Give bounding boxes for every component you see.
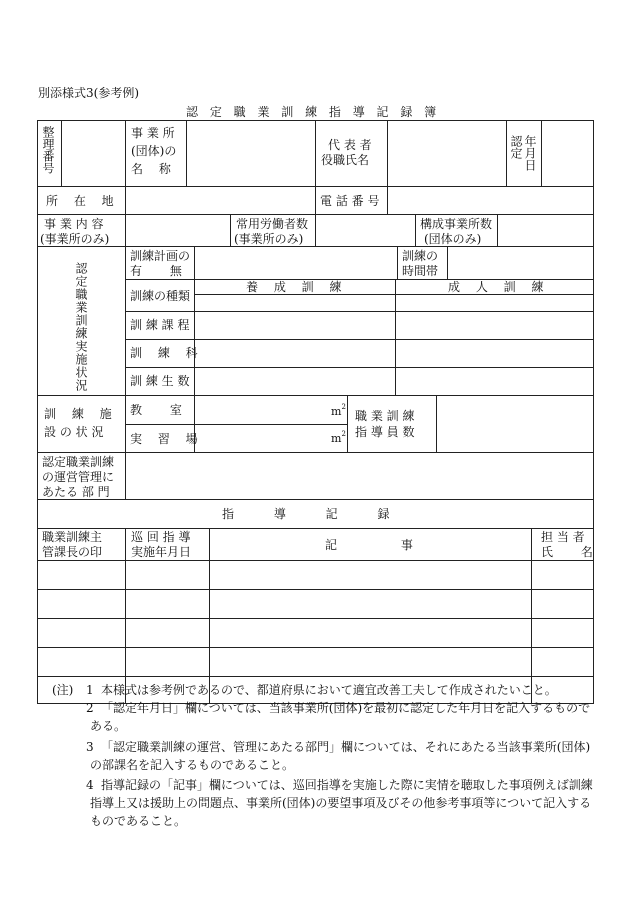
unei-label-2: の運営管理に [42, 470, 115, 484]
junkai-label-2: 実施年月日 [131, 545, 192, 559]
note-3-text-1: 「認定職業訓練の運営、管理にあたる部門」欄については、それにあたる当該事業所(団体) [101, 740, 591, 754]
keikaku-label-2: 有 無 [130, 264, 182, 278]
note-1-number: 1 [86, 683, 94, 697]
jikantai-label-1: 訓練の [402, 249, 439, 263]
jisshi-jokyo-label: 認定職業訓練実施状況 [74, 262, 88, 392]
shunin-label-2: 管課長の印 [42, 545, 103, 559]
unei-label-1: 認定職業訓練 [42, 455, 115, 469]
jigyosho-label-3: 名 称 [131, 162, 171, 176]
katei-label: 訓 練 課 程 [130, 318, 190, 332]
shozaichi-label: 所 在 地 [46, 194, 114, 208]
nintei-label: 認定 [509, 135, 523, 159]
note-3-number: 3 [86, 740, 94, 754]
notes-prefix: (注) [52, 683, 74, 697]
note-2-text-2: ある。 [90, 719, 127, 733]
shidoin-label-1: 職 業 訓 練 [355, 409, 415, 423]
seiri-bango-label: 整理番号 [41, 126, 55, 174]
shidoin-label-2: 指 導 員 数 [355, 425, 415, 439]
form-title: 認 定 職 業 訓 練 指 導 記 録 簿 [186, 105, 441, 119]
joyo-label-1: 常用労働者数 [236, 217, 309, 231]
kyoshitsu-label: 教 室 [130, 403, 182, 417]
note-3-text-2: の部課名を記入するものであること。 [90, 758, 295, 772]
shisetsu-label-1: 訓 練 施 [44, 407, 112, 421]
shunin-label-1: 職業訓練主 [42, 530, 103, 544]
shurui-label: 訓練の種類 [130, 289, 191, 303]
seijin-label: 成 人 訓 練 [448, 280, 544, 294]
ka-label: 訓 練 科 [130, 346, 198, 360]
nengappi-label: 年月日 [523, 135, 537, 171]
note-2-number: 2 [86, 701, 94, 715]
jigyosho-label-1: 事 業 所 [131, 126, 175, 140]
jikantai-label-2: 時間帯 [402, 264, 439, 278]
jisshujo-label: 実 習 場 [130, 432, 198, 446]
kyoshitsu-unit: $m^2$ [331, 403, 346, 418]
jisshujo-unit: $m^2$ [331, 430, 346, 445]
jigyo-naiyo-label-1: 事 業 内 容 [44, 217, 104, 231]
junkai-label-1: 巡 回 指 導 [131, 530, 191, 544]
shisetsu-label-2: 設 の 状 況 [44, 425, 104, 439]
yosei-label: 養 成 訓 練 [246, 280, 342, 294]
unei-label-3: あたる 部 門 [42, 485, 110, 499]
joyo-label-2: (事業所のみ) [234, 232, 304, 246]
note-4-text-1: 指導記録の「記事」欄については、巡回指導を実施した際に実情を聴取した事項例えば訓練 [101, 778, 593, 792]
shido-kiroku-heading: 指 導 記 録 [222, 507, 390, 521]
seisu-label: 訓 練 生 数 [130, 374, 190, 388]
jigyo-naiyo-label-2: (事業所のみ) [40, 232, 110, 246]
note-4-text-2: 指導上又は援助上の問題点、事業所(団体)の要望事項及びその他参考事項等について記入する [90, 796, 592, 810]
kiji-label: 記 事 [325, 538, 413, 552]
denwa-label: 電 話 番 号 [320, 194, 380, 208]
tanto-label-2: 氏 名 [541, 545, 593, 559]
note-4-number: 4 [86, 778, 94, 792]
jigyosho-label-2: (団体)の [131, 144, 177, 158]
daihyosha-label-1: 代 表 者 [328, 138, 372, 152]
note-1-text: 本様式は参考例であるので、都道府県において適宜改善工夫して作成されたいこと。 [101, 683, 557, 697]
keikaku-label-1: 訓練計画の [130, 249, 191, 263]
note-2-text-1: 「認定年月日」欄については、当該事業所(団体)を最初に認定した年月日を記入するもので [101, 701, 591, 715]
daihyosha-label-2: 役職氏名 [321, 153, 370, 167]
note-4-text-3: ものであること。 [90, 814, 187, 828]
kosei-label-2: (団体のみ) [424, 232, 482, 246]
kosei-label-1: 構成事業所数 [420, 217, 493, 231]
form-number: 別添様式3(参考例) [38, 86, 139, 100]
tanto-label-1: 担 当 者 [541, 530, 585, 544]
